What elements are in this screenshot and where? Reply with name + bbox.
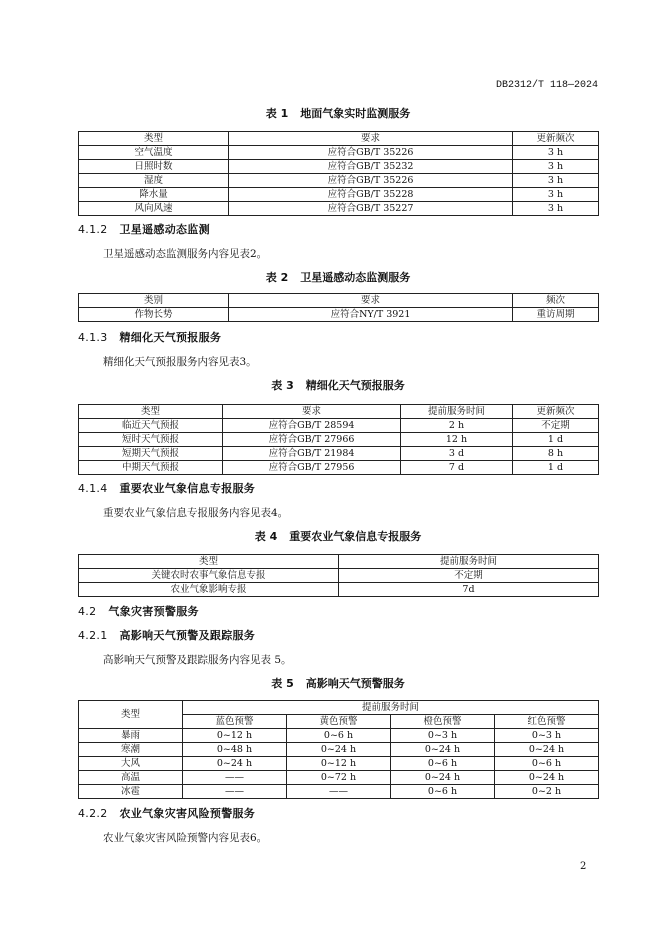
table-header-row (79, 294, 599, 308)
section-title: 农业气象灾害风险预警服务 (119, 807, 256, 820)
table-4 (78, 554, 599, 597)
table-cell: 高温 (79, 771, 183, 785)
table-3-title (78, 380, 598, 392)
paragraph: 卫星遥感动态监测服务内容见表2。 (103, 248, 268, 260)
table-cell: 空气温度 (79, 146, 229, 160)
table-label: 表 4 (254, 530, 278, 543)
table-row (79, 419, 599, 433)
table-name: 卫星遥感动态监测服务 (300, 271, 411, 284)
table-header-cell: 更新频次 (513, 405, 599, 419)
table-cell: 应符合GB/T 28594 (223, 419, 401, 433)
table-cell: 不定期 (339, 569, 599, 583)
table-header-cell: 类型 (79, 701, 183, 729)
paragraph: 重要农业气象信息专报服务内容见表4。 (103, 507, 289, 519)
table-1-title (78, 108, 598, 120)
section-title: 卫星遥感动态监测 (119, 223, 210, 236)
table-cell: 0~3 h (391, 729, 495, 743)
section-heading-4-1-3 (78, 332, 221, 344)
table-2 (78, 293, 599, 322)
table-cell: 湿度 (79, 174, 229, 188)
table-name: 重要农业气象信息专报服务 (289, 530, 422, 543)
table-cell: 3 h (513, 174, 599, 188)
table-cell: 冰雹 (79, 785, 183, 799)
table-label: 表 1 (265, 107, 289, 120)
table-name: 高影响天气预警服务 (305, 677, 405, 690)
table-header-cell: 提前服务时间 (339, 555, 599, 569)
table-cell: 关键农时农事气象信息专报 (79, 569, 339, 583)
section-title: 气象灾害预警服务 (108, 605, 199, 618)
table-header-cell: 蓝色预警 (183, 715, 287, 729)
table-cell: 0~24 h (287, 743, 391, 757)
section-heading-4-2-2 (78, 808, 255, 820)
table-header-cell: 黄色预警 (287, 715, 391, 729)
table-header-cell: 类别 (79, 294, 229, 308)
section-number: 4.1.2 (78, 223, 108, 236)
paragraph: 精细化天气预报服务内容见表3。 (103, 356, 257, 368)
table-cell: 0~3 h (495, 729, 599, 743)
table-cell: 3 h (513, 146, 599, 160)
section-title: 重要农业气象信息专报服务 (119, 482, 256, 495)
table-header-row (79, 701, 599, 715)
table-cell: 应符合GB/T 21984 (223, 447, 401, 461)
table-cell: 0~24 h (391, 771, 495, 785)
page-number: 2 (580, 861, 587, 872)
table-cell: 0~6 h (391, 785, 495, 799)
table-cell: 0~24 h (183, 757, 287, 771)
document-code: DB2312/T 118—2024 (495, 80, 598, 91)
table-cell: 应符合GB/T 35227 (229, 202, 513, 216)
table-cell: 8 h (513, 447, 599, 461)
paragraph: 农业气象灾害风险预警内容见表6。 (103, 832, 268, 844)
section-heading-4-2-1 (78, 630, 255, 642)
table-cell: 0~24 h (495, 743, 599, 757)
section-heading-4-1-4 (78, 483, 255, 495)
table-cell: 降水量 (79, 188, 229, 202)
table-header-cell: 更新频次 (513, 132, 599, 146)
table-header-cell: 类型 (79, 132, 229, 146)
table-row (79, 160, 599, 174)
table-header-cell: 类型 (79, 555, 339, 569)
table-name: 地面气象实时监测服务 (300, 107, 411, 120)
section-heading-4-1-2 (78, 224, 210, 236)
table-2-title (78, 272, 598, 284)
table-cell: —— (183, 771, 287, 785)
table-row (79, 433, 599, 447)
table-header-cell: 橙色预警 (391, 715, 495, 729)
table-cell: 短时天气预报 (79, 433, 223, 447)
paragraph: 高影响天气预警及跟踪服务内容见表 5。 (103, 654, 292, 666)
table-row (79, 583, 599, 597)
table-header-cell: 红色预警 (495, 715, 599, 729)
table-cell: 应符合GB/T 35226 (229, 174, 513, 188)
table-cell: 12 h (401, 433, 513, 447)
table-cell: 临近天气预报 (79, 419, 223, 433)
table-row (79, 743, 599, 757)
table-cell: 应符合NY/T 3921 (229, 308, 513, 322)
table-header-cell: 频次 (513, 294, 599, 308)
table-cell: 0~12 h (287, 757, 391, 771)
table-header-row (79, 132, 599, 146)
table-header-row (79, 405, 599, 419)
table-cell: 7 d (401, 461, 513, 475)
table-cell: —— (183, 785, 287, 799)
section-number: 4.1.3 (78, 331, 108, 344)
table-5-title (78, 678, 598, 690)
section-title: 高影响天气预警及跟踪服务 (119, 629, 256, 642)
table-row (79, 757, 599, 771)
table-cell: 0~72 h (287, 771, 391, 785)
table-cell: 大风 (79, 757, 183, 771)
section-title: 精细化天气预报服务 (119, 331, 222, 344)
table-label: 表 5 (271, 677, 294, 690)
table-name: 精细化天气预报服务 (305, 379, 405, 392)
table-5 (78, 700, 599, 799)
table-cell: 应符合GB/T 27956 (223, 461, 401, 475)
table-row (79, 461, 599, 475)
table-cell: 3 h (513, 188, 599, 202)
table-cell: 1 d (513, 433, 599, 447)
table-cell: 不定期 (513, 419, 599, 433)
table-header-cell: 要求 (223, 405, 401, 419)
table-cell: 0~12 h (183, 729, 287, 743)
table-cell: 0~6 h (287, 729, 391, 743)
table-row (79, 146, 599, 160)
table-1 (78, 131, 599, 216)
table-cell: 0~6 h (495, 757, 599, 771)
table-cell: 2 h (401, 419, 513, 433)
table-header-row (79, 555, 599, 569)
table-cell: 应符合GB/T 35232 (229, 160, 513, 174)
table-header-cell: 类型 (79, 405, 223, 419)
table-cell: 1 d (513, 461, 599, 475)
table-cell: 中期天气预报 (79, 461, 223, 475)
table-cell: 3 h (513, 160, 599, 174)
table-label: 表 3 (271, 379, 294, 392)
table-row (79, 188, 599, 202)
section-number: 4.1.4 (78, 482, 108, 495)
table-cell: 3 h (513, 202, 599, 216)
table-cell: 0~6 h (391, 757, 495, 771)
table-cell: 农业气象影响专报 (79, 583, 339, 597)
table-row (79, 569, 599, 583)
table-header-cell: 提前服务时间 (401, 405, 513, 419)
table-row (79, 174, 599, 188)
table-cell: 重访周期 (513, 308, 599, 322)
table-cell: 应符合GB/T 35226 (229, 146, 513, 160)
section-number: 4.2.2 (78, 807, 108, 820)
table-cell: 应符合GB/T 27966 (223, 433, 401, 447)
section-number: 4.2 (78, 605, 97, 618)
table-row (79, 785, 599, 799)
table-cell: 3 d (401, 447, 513, 461)
table-cell: 7d (339, 583, 599, 597)
table-row (79, 729, 599, 743)
table-header-cell: 要求 (229, 132, 513, 146)
table-3 (78, 404, 599, 475)
section-number: 4.2.1 (78, 629, 108, 642)
table-cell: 0~48 h (183, 743, 287, 757)
table-cell: 寒潮 (79, 743, 183, 757)
table-label: 表 2 (265, 271, 289, 284)
table-cell: 应符合GB/T 35228 (229, 188, 513, 202)
table-cell: 风向风速 (79, 202, 229, 216)
table-header-cell: 要求 (229, 294, 513, 308)
table-row (79, 771, 599, 785)
table-cell: 暴雨 (79, 729, 183, 743)
table-header-group-cell: 提前服务时间 (183, 701, 599, 715)
table-cell: 0~24 h (391, 743, 495, 757)
table-4-title (78, 531, 598, 543)
section-heading-4-2 (78, 606, 199, 618)
table-row (79, 308, 599, 322)
table-cell: 0~24 h (495, 771, 599, 785)
table-cell: —— (287, 785, 391, 799)
table-cell: 短期天气预报 (79, 447, 223, 461)
table-row (79, 202, 599, 216)
table-cell: 作物长势 (79, 308, 229, 322)
table-cell: 0~2 h (495, 785, 599, 799)
table-cell: 日照时数 (79, 160, 229, 174)
table-row (79, 447, 599, 461)
